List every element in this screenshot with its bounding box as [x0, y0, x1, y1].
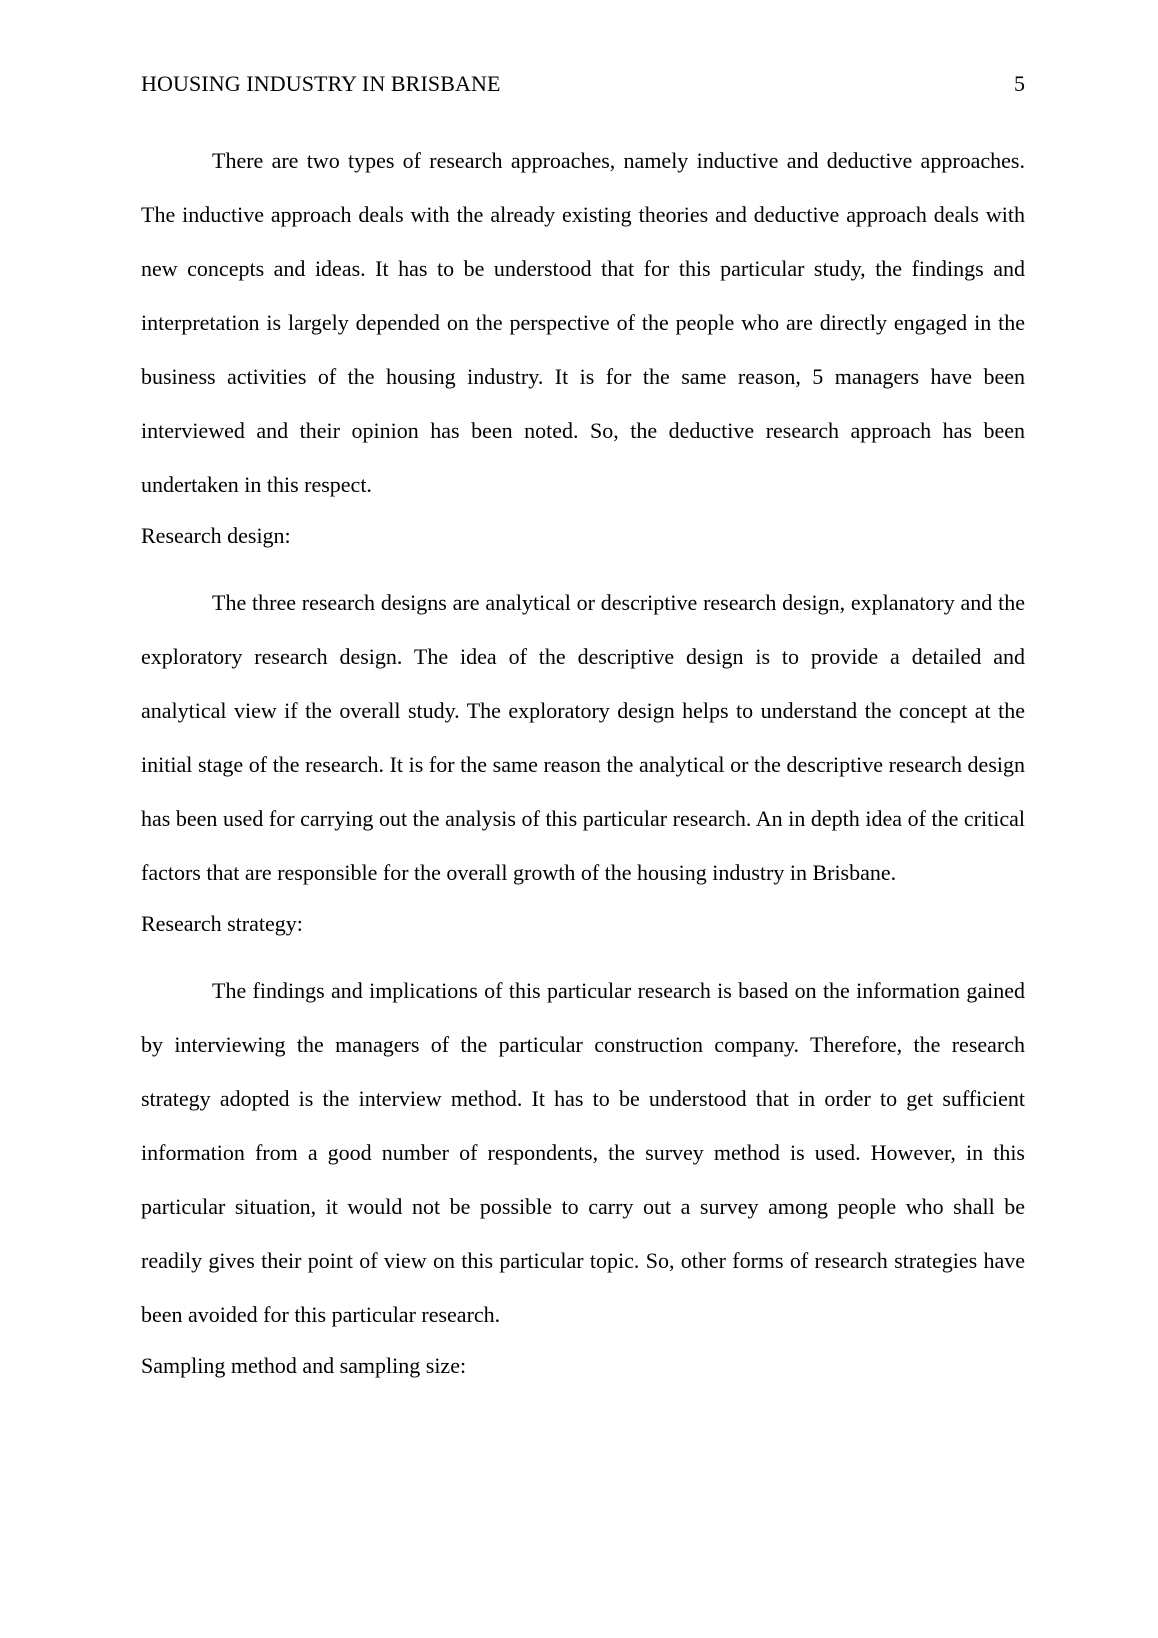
paragraph-research-approach: There are two types of research approaches, namely inductive and deductive approaches. The inductive approach deals with the already existing theories and deductive approach deals with new concepts and ideas. It has to be understood that for this particular study, the findings and interpretation is largely depended on the perspective of the people who are directly engaged in the business activities of the housing industry. It is for the same reason, 5 managers have been interviewed and their opinion has been noted. So, the deductive research approach has been undertaken in this respect.	[141, 148, 1025, 497]
paragraph-research-design: The three research designs are analytical or descriptive research design, explanatory and the exploratory research design. The idea of the descriptive design is to provide a detailed and analytical view if the overall study. The exploratory design helps to understand the concept at the initial stage of the research. It is for the same reason the analytical or the descriptive research design has been used for carrying out the analysis of this particular research. An in depth idea of the critical factors that are responsible for the overall growth of the housing industry in Brisbane.	[141, 590, 1025, 885]
heading-sampling-method: Sampling method and sampling size:	[141, 1353, 467, 1378]
paragraph-research-strategy: The findings and implications of this particular research is based on the information gained by interviewing the managers of the particular construction company. Therefore, the research strategy adopted is the interview method. It has to be understood that in order to get sufficient information from a good number of respondents, the survey method is used. However, in this particular situation, it would not be possible to carry out a survey among people who shall be readily gives their point of view on this particular topic. So, other forms of research strategies have been avoided for this particular research.	[141, 978, 1025, 1327]
page-number: 5	[1014, 71, 1025, 96]
running-header	[141, 70, 1025, 98]
document-body	[141, 134, 1025, 1406]
running-title: HOUSING INDUSTRY IN BRISBANE	[141, 71, 501, 96]
heading-research-design: Research design:	[141, 523, 291, 548]
heading-research-strategy: Research strategy:	[141, 911, 303, 936]
